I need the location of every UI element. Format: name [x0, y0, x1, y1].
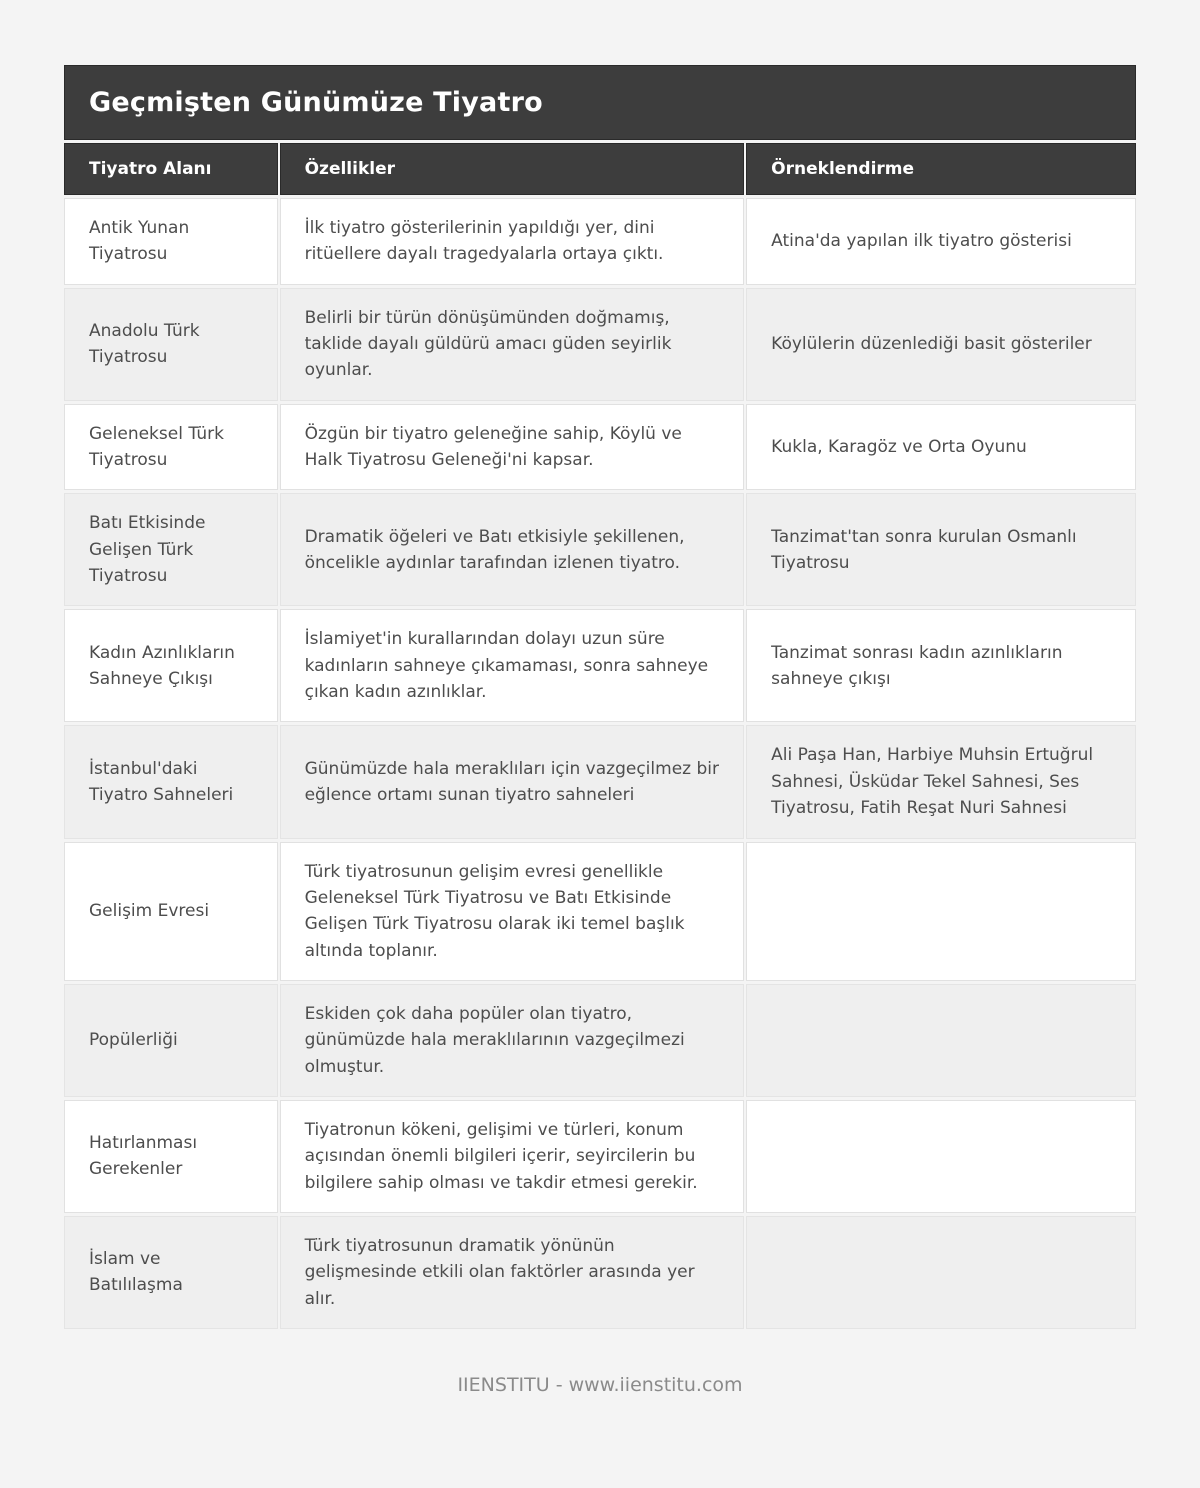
cell-tiyatro-alani: Anadolu Türk Tiyatrosu: [64, 288, 278, 401]
cell-ozellikler: Dramatik öğeleri ve Batı etkisiyle şekillenen, öncelikle aydınlar tarafından izlenen tiyatro.: [280, 493, 745, 606]
cell-tiyatro-alani: Batı Etkisinde Gelişen Türk Tiyatrosu: [64, 493, 278, 606]
table-row: [64, 1100, 1136, 1213]
cell-ozellikler: İlk tiyatro gösterilerinin yapıldığı yer, dini ritüellere dayalı tragedyalarla ortaya çıktı.: [280, 198, 745, 285]
cell-ozellikler: İslamiyet'in kurallarından dolayı uzun süre kadınların sahneye çıkamaması, sonra sahneye çıkan kadın azınlıklar.: [280, 609, 745, 722]
cell-orneklendirme: Atina'da yapılan ilk tiyatro gösterisi: [746, 198, 1136, 285]
cell-ozellikler: Belirli bir türün dönüşümünden doğmamış, taklide dayalı güldürü amacı güden seyirlik oyunlar.: [280, 288, 745, 401]
cell-tiyatro-alani: Antik Yunan Tiyatrosu: [64, 198, 278, 285]
header-row: [64, 143, 1136, 195]
table-row: [64, 288, 1136, 401]
cell-tiyatro-alani: İslam ve Batılılaşma: [64, 1216, 278, 1329]
cell-orneklendirme: [746, 984, 1136, 1097]
cell-ozellikler: Tiyatronun kökeni, gelişimi ve türleri, konum açısından önemli bilgileri içerir, seyircilerin bu bilgilere sahip olması ve takdir etmesi gerekir.: [280, 1100, 745, 1213]
theatre-history-table: [62, 62, 1138, 1332]
cell-orneklendirme: Tanzimat sonrası kadın azınlıkların sahneye çıkışı: [746, 609, 1136, 722]
cell-ozellikler: Günümüzde hala meraklıları için vazgeçilmez bir eğlence ortamı sunan tiyatro sahneleri: [280, 725, 745, 838]
cell-orneklendirme: [746, 1216, 1136, 1329]
title-row: [64, 65, 1136, 140]
cell-orneklendirme: Kukla, Karagöz ve Orta Oyunu: [746, 404, 1136, 491]
cell-orneklendirme: Tanzimat'tan sonra kurulan Osmanlı Tiyatrosu: [746, 493, 1136, 606]
cell-tiyatro-alani: Popülerliği: [64, 984, 278, 1097]
cell-ozellikler: Türk tiyatrosunun gelişim evresi genellikle Geleneksel Türk Tiyatrosu ve Batı Etkisinde Gelişen Türk Tiyatrosu olarak iki temel başlık altında toplanır.: [280, 842, 745, 981]
cell-orneklendirme: Ali Paşa Han, Harbiye Muhsin Ertuğrul Sahnesi, Üsküdar Tekel Sahnesi, Ses Tiyatrosu, Fatih Reşat Nuri Sahnesi: [746, 725, 1136, 838]
cell-orneklendirme: [746, 1100, 1136, 1213]
table-row: [64, 1216, 1136, 1329]
cell-orneklendirme: Köylülerin düzenlediği basit gösteriler: [746, 288, 1136, 401]
table-row: [64, 725, 1136, 838]
table-row: [64, 493, 1136, 606]
cell-orneklendirme: [746, 842, 1136, 981]
table-row: [64, 984, 1136, 1097]
column-header-orneklendirme: Örneklendirme: [746, 143, 1136, 195]
cell-tiyatro-alani: Hatırlanması Gerekenler: [64, 1100, 278, 1213]
column-header-ozellikler: Özellikler: [280, 143, 745, 195]
cell-ozellikler: Özgün bir tiyatro geleneğine sahip, Köylü ve Halk Tiyatrosu Geleneği'ni kapsar.: [280, 404, 745, 491]
cell-tiyatro-alani: Kadın Azınlıkların Sahneye Çıkışı: [64, 609, 278, 722]
page-title: Geçmişten Günümüze Tiyatro: [64, 65, 1136, 140]
cell-tiyatro-alani: Geleneksel Türk Tiyatrosu: [64, 404, 278, 491]
cell-tiyatro-alani: Gelişim Evresi: [64, 842, 278, 981]
page-container: [64, 0, 1136, 1436]
table-row: [64, 609, 1136, 722]
table-row: [64, 198, 1136, 285]
footer-text: IIENSTITU - www.iienstitu.com: [457, 1373, 743, 1396]
column-header-tiyatro-alani: Tiyatro Alanı: [64, 143, 278, 195]
table-row: [64, 842, 1136, 981]
table-row: [64, 404, 1136, 491]
cell-ozellikler: Eskiden çok daha popüler olan tiyatro, günümüzde hala meraklılarının vazgeçilmezi olmuştur.: [280, 984, 745, 1097]
cell-ozellikler: Türk tiyatrosunun dramatik yönünün gelişmesinde etkili olan faktörler arasında yer alır.: [280, 1216, 745, 1329]
cell-tiyatro-alani: İstanbul'daki Tiyatro Sahneleri: [64, 725, 278, 838]
